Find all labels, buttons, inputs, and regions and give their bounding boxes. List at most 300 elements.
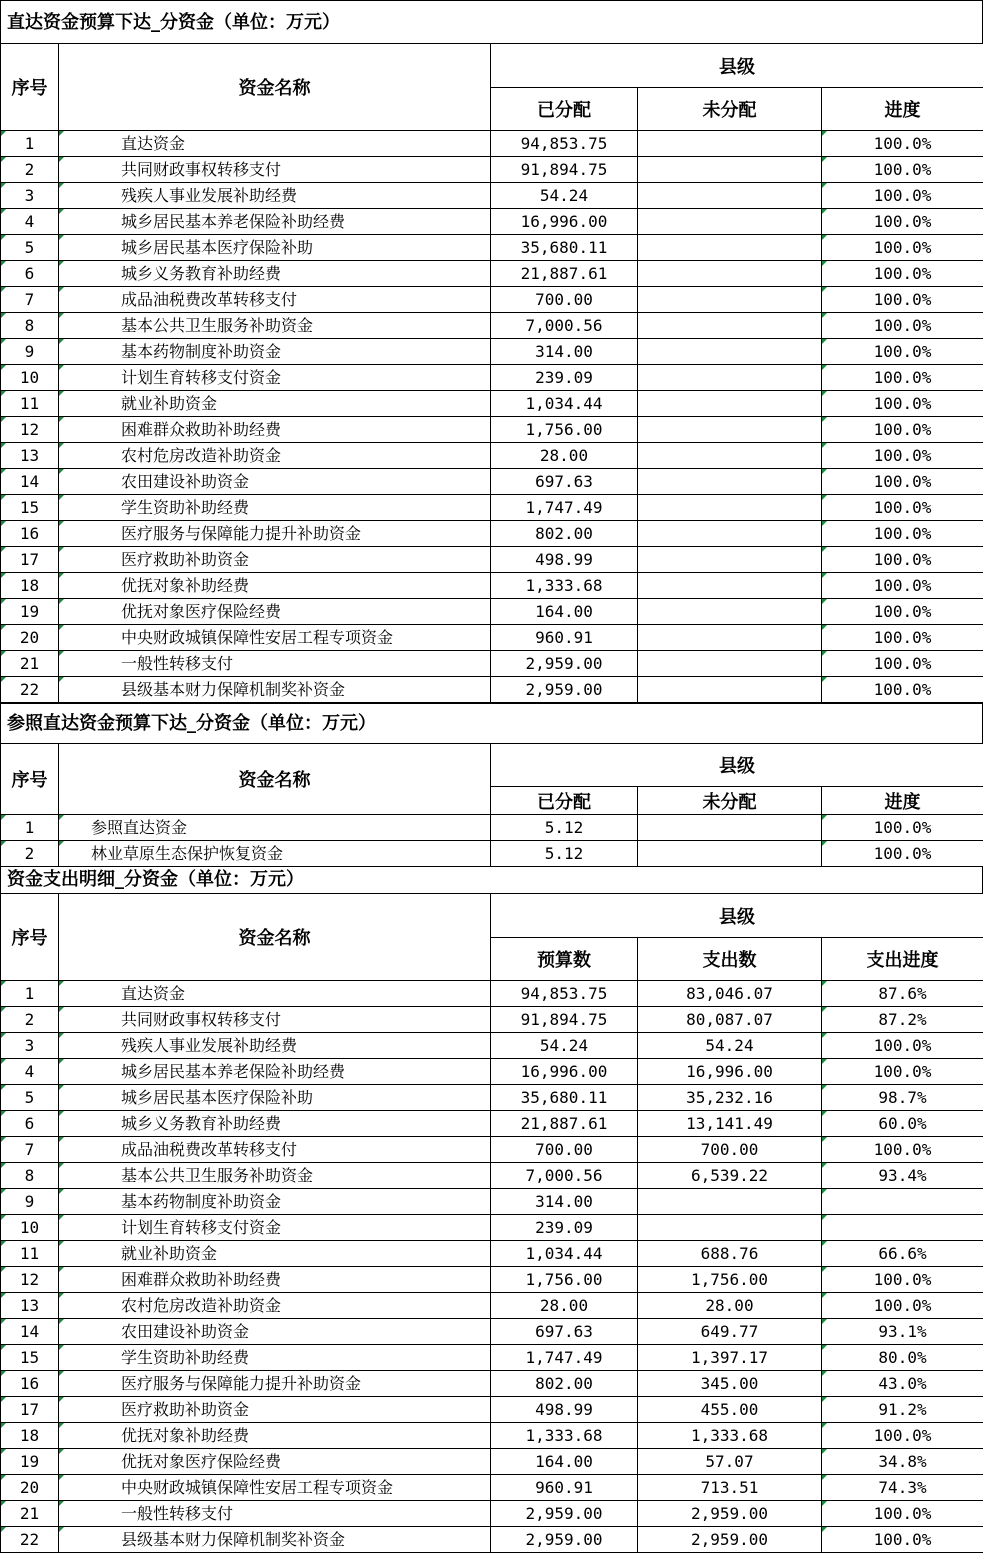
fund-name-cell: 学生资助补助经费: [59, 1345, 491, 1371]
row-index: 5: [1, 235, 59, 261]
fund-name-cell: 农村危房改造补助资金: [59, 443, 491, 469]
value-cell-2: 700.00: [638, 1137, 822, 1163]
value-cell-2: [638, 391, 822, 417]
progress-cell: 100.0%: [822, 365, 983, 391]
table-row: [1, 1033, 983, 1059]
table-row: [1, 1397, 983, 1423]
value-cell-2: [638, 261, 822, 287]
progress-cell: 100.0%: [822, 209, 983, 235]
row-index: 19: [1, 1449, 59, 1475]
fund-name-cell: 残疾人事业发展补助经费: [59, 183, 491, 209]
value-cell-1: 960.91: [491, 1475, 638, 1501]
row-index: 8: [1, 1163, 59, 1189]
fund-name-cell: 优抚对象补助经费: [59, 573, 491, 599]
row-index: 10: [1, 1215, 59, 1241]
header-county-level: 县级: [491, 894, 983, 938]
row-index: 22: [1, 1527, 59, 1553]
value-cell-2: [638, 339, 822, 365]
value-cell-2: [638, 677, 822, 703]
progress-cell: 100.0%: [822, 1267, 983, 1293]
row-index: 14: [1, 469, 59, 495]
row-index: 7: [1, 1137, 59, 1163]
header-unallocated: 未分配: [638, 88, 822, 131]
row-index: 20: [1, 625, 59, 651]
value-cell-2: [638, 157, 822, 183]
value-cell-1: 1,034.44: [491, 1241, 638, 1267]
progress-cell: 100.0%: [822, 157, 983, 183]
table-row: [1, 651, 983, 677]
progress-cell: 34.8%: [822, 1449, 983, 1475]
table-row: [1, 365, 983, 391]
value-cell-1: 91,894.75: [491, 1007, 638, 1033]
row-index: 15: [1, 1345, 59, 1371]
row-index: 18: [1, 1423, 59, 1449]
value-cell-1: 164.00: [491, 599, 638, 625]
table-row: [1, 1267, 983, 1293]
row-index: 22: [1, 677, 59, 703]
table-row: [1, 287, 983, 313]
header-budget: 预算数: [491, 938, 638, 981]
table-row: [1, 1449, 983, 1475]
table-row: [1, 1007, 983, 1033]
header-index: 序号: [1, 44, 59, 131]
value-cell-1: 1,747.49: [491, 495, 638, 521]
value-cell-2: [638, 417, 822, 443]
table-row: [1, 391, 983, 417]
value-cell-2: 1,756.00: [638, 1267, 822, 1293]
value-cell-1: 164.00: [491, 1449, 638, 1475]
row-index: 11: [1, 391, 59, 417]
fund-name-cell: 城乡居民基本养老保险补助经费: [59, 1059, 491, 1085]
row-index: 8: [1, 313, 59, 339]
row-index: 21: [1, 1501, 59, 1527]
value-cell-1: 7,000.56: [491, 313, 638, 339]
row-index: 5: [1, 1085, 59, 1111]
row-index: 16: [1, 521, 59, 547]
value-cell-1: 700.00: [491, 1137, 638, 1163]
row-index: 2: [1, 157, 59, 183]
header-fund-name: 资金名称: [59, 894, 491, 981]
progress-cell: 43.0%: [822, 1371, 983, 1397]
header-index: 序号: [1, 744, 59, 815]
progress-cell: 91.2%: [822, 1397, 983, 1423]
value-cell-2: [638, 235, 822, 261]
row-index: 13: [1, 443, 59, 469]
progress-cell: 100.0%: [822, 625, 983, 651]
fund-name-cell: 基本药物制度补助资金: [59, 1189, 491, 1215]
table-row: [1, 815, 983, 841]
value-cell-1: 700.00: [491, 287, 638, 313]
fund-name-cell: 城乡义务教育补助经费: [59, 261, 491, 287]
header-fund-name: 资金名称: [59, 44, 491, 131]
row-index: 19: [1, 599, 59, 625]
value-cell-2: 6,539.22: [638, 1163, 822, 1189]
progress-cell: 100.0%: [822, 1527, 983, 1553]
value-cell-1: 239.09: [491, 365, 638, 391]
value-cell-1: 2,959.00: [491, 1527, 638, 1553]
value-cell-1: 94,853.75: [491, 981, 638, 1007]
section1-table: [0, 43, 983, 703]
fund-name-cell: 优抚对象医疗保险经费: [59, 599, 491, 625]
fund-name-cell: 共同财政事权转移支付: [59, 1007, 491, 1033]
progress-cell: 100.0%: [822, 1059, 983, 1085]
table-row: [1, 1085, 983, 1111]
table-row: [1, 599, 983, 625]
value-cell-1: 802.00: [491, 521, 638, 547]
value-cell-2: 713.51: [638, 1475, 822, 1501]
value-cell-1: 16,996.00: [491, 1059, 638, 1085]
value-cell-1: 21,887.61: [491, 261, 638, 287]
fund-name-cell: 林业草原生态保护恢复资金: [59, 841, 491, 867]
row-index: 21: [1, 651, 59, 677]
table-row: [1, 1319, 983, 1345]
value-cell-2: [638, 131, 822, 157]
progress-cell: 100.0%: [822, 313, 983, 339]
header-expenditure: 支出数: [638, 938, 822, 981]
section1-title: 直达资金预算下达_分资金（单位：万元）: [0, 0, 983, 43]
value-cell-1: 2,959.00: [491, 677, 638, 703]
table-row: [1, 1345, 983, 1371]
value-cell-2: [638, 313, 822, 339]
value-cell-2: 1,397.17: [638, 1345, 822, 1371]
value-cell-2: 54.24: [638, 1033, 822, 1059]
table-row: [1, 131, 983, 157]
fund-name-cell: 计划生育转移支付资金: [59, 365, 491, 391]
value-cell-1: 697.63: [491, 469, 638, 495]
value-cell-1: 16,996.00: [491, 209, 638, 235]
header-county-level: 县级: [491, 744, 983, 787]
value-cell-2: [638, 625, 822, 651]
value-cell-2: 13,141.49: [638, 1111, 822, 1137]
header-index: 序号: [1, 894, 59, 981]
value-cell-2: [638, 1189, 822, 1215]
header-allocated: 已分配: [491, 88, 638, 131]
table-row: [1, 1371, 983, 1397]
value-cell-1: 697.63: [491, 1319, 638, 1345]
progress-cell: 100.0%: [822, 235, 983, 261]
table-row: [1, 1111, 983, 1137]
header-fund-name: 资金名称: [59, 744, 491, 815]
table-row: [1, 339, 983, 365]
value-cell-1: 54.24: [491, 183, 638, 209]
value-cell-2: [638, 365, 822, 391]
value-cell-2: 80,087.07: [638, 1007, 822, 1033]
table-row: [1, 841, 983, 867]
progress-cell: 80.0%: [822, 1345, 983, 1371]
progress-cell: 100.0%: [822, 417, 983, 443]
value-cell-1: 94,853.75: [491, 131, 638, 157]
progress-cell: 100.0%: [822, 599, 983, 625]
progress-cell: 100.0%: [822, 469, 983, 495]
row-index: 9: [1, 339, 59, 365]
header-expenditure-progress: 支出进度: [822, 938, 983, 981]
row-index: 9: [1, 1189, 59, 1215]
value-cell-2: [638, 287, 822, 313]
fund-name-cell: 农田建设补助资金: [59, 469, 491, 495]
value-cell-1: 28.00: [491, 443, 638, 469]
row-index: 3: [1, 1033, 59, 1059]
fund-name-cell: 城乡居民基本医疗保险补助: [59, 1085, 491, 1111]
section3-title: 资金支出明细_分资金（单位：万元）: [0, 867, 983, 893]
value-cell-1: 7,000.56: [491, 1163, 638, 1189]
value-cell-2: 345.00: [638, 1371, 822, 1397]
table-row: [1, 547, 983, 573]
value-cell-2: [638, 495, 822, 521]
row-index: 1: [1, 981, 59, 1007]
row-index: 10: [1, 365, 59, 391]
table-row: [1, 1293, 983, 1319]
progress-cell: 93.4%: [822, 1163, 983, 1189]
progress-cell: 100.0%: [822, 339, 983, 365]
value-cell-1: 35,680.11: [491, 1085, 638, 1111]
header-progress: 进度: [822, 787, 983, 815]
fund-name-cell: 共同财政事权转移支付: [59, 157, 491, 183]
progress-cell: [822, 1215, 983, 1241]
row-index: 15: [1, 495, 59, 521]
progress-cell: 60.0%: [822, 1111, 983, 1137]
row-index: 20: [1, 1475, 59, 1501]
table-row: [1, 495, 983, 521]
table-row: [1, 1241, 983, 1267]
fund-name-cell: 中央财政城镇保障性安居工程专项资金: [59, 1475, 491, 1501]
value-cell-1: 35,680.11: [491, 235, 638, 261]
progress-cell: 98.7%: [822, 1085, 983, 1111]
value-cell-1: 1,747.49: [491, 1345, 638, 1371]
fund-name-cell: 农村危房改造补助资金: [59, 1293, 491, 1319]
value-cell-2: [638, 521, 822, 547]
fund-name-cell: 成品油税费改革转移支付: [59, 287, 491, 313]
value-cell-1: 1,034.44: [491, 391, 638, 417]
fund-name-cell: 计划生育转移支付资金: [59, 1215, 491, 1241]
row-index: 2: [1, 841, 59, 867]
progress-cell: 100.0%: [822, 815, 983, 841]
table-row: [1, 625, 983, 651]
table-row: [1, 981, 983, 1007]
value-cell-2: [638, 469, 822, 495]
table-row: [1, 183, 983, 209]
progress-cell: 100.0%: [822, 651, 983, 677]
progress-cell: 87.2%: [822, 1007, 983, 1033]
progress-cell: 100.0%: [822, 391, 983, 417]
progress-cell: 93.1%: [822, 1319, 983, 1345]
value-cell-2: 57.07: [638, 1449, 822, 1475]
value-cell-2: 455.00: [638, 1397, 822, 1423]
table-row: [1, 1189, 983, 1215]
value-cell-1: 314.00: [491, 339, 638, 365]
table-row: [1, 313, 983, 339]
header-allocated: 已分配: [491, 787, 638, 815]
value-cell-2: 16,996.00: [638, 1059, 822, 1085]
table-row: [1, 1475, 983, 1501]
value-cell-1: 91,894.75: [491, 157, 638, 183]
value-cell-2: [638, 1215, 822, 1241]
fund-name-cell: 农田建设补助资金: [59, 1319, 491, 1345]
value-cell-2: 649.77: [638, 1319, 822, 1345]
row-index: 14: [1, 1319, 59, 1345]
fund-name-cell: 成品油税费改革转移支付: [59, 1137, 491, 1163]
progress-cell: [822, 1189, 983, 1215]
row-index: 3: [1, 183, 59, 209]
fund-name-cell: 基本药物制度补助资金: [59, 339, 491, 365]
fund-name-cell: 就业补助资金: [59, 1241, 491, 1267]
value-cell-1: 21,887.61: [491, 1111, 638, 1137]
table-row: [1, 1137, 983, 1163]
value-cell-2: 1,333.68: [638, 1423, 822, 1449]
value-cell-2: [638, 573, 822, 599]
fund-name-cell: 城乡义务教育补助经费: [59, 1111, 491, 1137]
fund-name-cell: 基本公共卫生服务补助资金: [59, 1163, 491, 1189]
value-cell-1: 498.99: [491, 547, 638, 573]
table-row: [1, 1527, 983, 1553]
value-cell-1: 960.91: [491, 625, 638, 651]
header-county-level: 县级: [491, 44, 983, 88]
progress-cell: 100.0%: [822, 261, 983, 287]
table-row: [1, 417, 983, 443]
progress-cell: 100.0%: [822, 1501, 983, 1527]
table-row: [1, 521, 983, 547]
fund-name-cell: 医疗服务与保障能力提升补助资金: [59, 1371, 491, 1397]
table-row: [1, 261, 983, 287]
row-index: 4: [1, 1059, 59, 1085]
row-index: 2: [1, 1007, 59, 1033]
fund-name-cell: 一般性转移支付: [59, 1501, 491, 1527]
row-index: 17: [1, 547, 59, 573]
row-index: 16: [1, 1371, 59, 1397]
value-cell-2: 2,959.00: [638, 1501, 822, 1527]
progress-cell: 74.3%: [822, 1475, 983, 1501]
table-row: [1, 1059, 983, 1085]
table-row: [1, 1163, 983, 1189]
value-cell-2: [638, 841, 822, 867]
header-unallocated: 未分配: [638, 787, 822, 815]
value-cell-1: 1,333.68: [491, 1423, 638, 1449]
fund-name-cell: 城乡居民基本养老保险补助经费: [59, 209, 491, 235]
value-cell-2: 688.76: [638, 1241, 822, 1267]
table-row: [1, 677, 983, 703]
fund-name-cell: 残疾人事业发展补助经费: [59, 1033, 491, 1059]
row-index: 1: [1, 131, 59, 157]
progress-cell: 100.0%: [822, 1033, 983, 1059]
table-row: [1, 1215, 983, 1241]
fund-name-cell: 县级基本财力保障机制奖补资金: [59, 1527, 491, 1553]
fund-name-cell: 就业补助资金: [59, 391, 491, 417]
row-index: 4: [1, 209, 59, 235]
value-cell-1: 2,959.00: [491, 651, 638, 677]
section3-table: [0, 893, 983, 1553]
value-cell-1: 28.00: [491, 1293, 638, 1319]
fund-name-cell: 医疗救助补助资金: [59, 547, 491, 573]
fund-name-cell: 参照直达资金: [59, 815, 491, 841]
fund-name-cell: 中央财政城镇保障性安居工程专项资金: [59, 625, 491, 651]
fund-name-cell: 直达资金: [59, 981, 491, 1007]
fund-name-cell: 一般性转移支付: [59, 651, 491, 677]
table-row: [1, 443, 983, 469]
progress-cell: 100.0%: [822, 547, 983, 573]
fund-name-cell: 医疗服务与保障能力提升补助资金: [59, 521, 491, 547]
value-cell-2: [638, 651, 822, 677]
table-row: [1, 157, 983, 183]
fund-name-cell: 基本公共卫生服务补助资金: [59, 313, 491, 339]
progress-cell: 100.0%: [822, 183, 983, 209]
value-cell-2: [638, 547, 822, 573]
fund-name-cell: 直达资金: [59, 131, 491, 157]
row-index: 1: [1, 815, 59, 841]
table-row: [1, 235, 983, 261]
fund-name-cell: 优抚对象医疗保险经费: [59, 1449, 491, 1475]
progress-cell: 100.0%: [822, 131, 983, 157]
value-cell-2: 2,959.00: [638, 1527, 822, 1553]
progress-cell: 100.0%: [822, 1293, 983, 1319]
fund-name-cell: 城乡居民基本医疗保险补助: [59, 235, 491, 261]
row-index: 6: [1, 1111, 59, 1137]
header-progress: 进度: [822, 88, 983, 131]
value-cell-1: 1,756.00: [491, 1267, 638, 1293]
table-row: [1, 469, 983, 495]
fund-name-cell: 学生资助补助经费: [59, 495, 491, 521]
row-index: 18: [1, 573, 59, 599]
fund-name-cell: 困难群众救助补助经费: [59, 1267, 491, 1293]
fund-name-cell: 优抚对象补助经费: [59, 1423, 491, 1449]
value-cell-2: 83,046.07: [638, 981, 822, 1007]
table-row: [1, 209, 983, 235]
fund-name-cell: 县级基本财力保障机制奖补资金: [59, 677, 491, 703]
value-cell-2: [638, 183, 822, 209]
progress-cell: 100.0%: [822, 573, 983, 599]
value-cell-2: 28.00: [638, 1293, 822, 1319]
value-cell-1: 2,959.00: [491, 1501, 638, 1527]
table-row: [1, 573, 983, 599]
section2-table: [0, 743, 983, 867]
section2-title: 参照直达资金预算下达_分资金（单位：万元）: [0, 703, 983, 743]
value-cell-1: 239.09: [491, 1215, 638, 1241]
progress-cell: 100.0%: [822, 841, 983, 867]
value-cell-2: 35,232.16: [638, 1085, 822, 1111]
table-row: [1, 1501, 983, 1527]
table-row: [1, 1423, 983, 1449]
progress-cell: 100.0%: [822, 521, 983, 547]
fund-name-cell: 困难群众救助补助经费: [59, 417, 491, 443]
progress-cell: 100.0%: [822, 443, 983, 469]
value-cell-1: 802.00: [491, 1371, 638, 1397]
value-cell-1: 5.12: [491, 841, 638, 867]
progress-cell: 100.0%: [822, 1137, 983, 1163]
value-cell-1: 5.12: [491, 815, 638, 841]
row-index: 13: [1, 1293, 59, 1319]
value-cell-1: 498.99: [491, 1397, 638, 1423]
fund-name-cell: 医疗救助补助资金: [59, 1397, 491, 1423]
row-index: 11: [1, 1241, 59, 1267]
row-index: 6: [1, 261, 59, 287]
progress-cell: 87.6%: [822, 981, 983, 1007]
value-cell-2: [638, 599, 822, 625]
row-index: 12: [1, 417, 59, 443]
value-cell-2: [638, 443, 822, 469]
row-index: 12: [1, 1267, 59, 1293]
row-index: 17: [1, 1397, 59, 1423]
row-index: 7: [1, 287, 59, 313]
value-cell-1: 1,756.00: [491, 417, 638, 443]
progress-cell: 66.6%: [822, 1241, 983, 1267]
value-cell-1: 314.00: [491, 1189, 638, 1215]
progress-cell: 100.0%: [822, 495, 983, 521]
progress-cell: 100.0%: [822, 1423, 983, 1449]
value-cell-1: 1,333.68: [491, 573, 638, 599]
progress-cell: 100.0%: [822, 677, 983, 703]
value-cell-2: [638, 209, 822, 235]
value-cell-1: 54.24: [491, 1033, 638, 1059]
value-cell-2: [638, 815, 822, 841]
progress-cell: 100.0%: [822, 287, 983, 313]
